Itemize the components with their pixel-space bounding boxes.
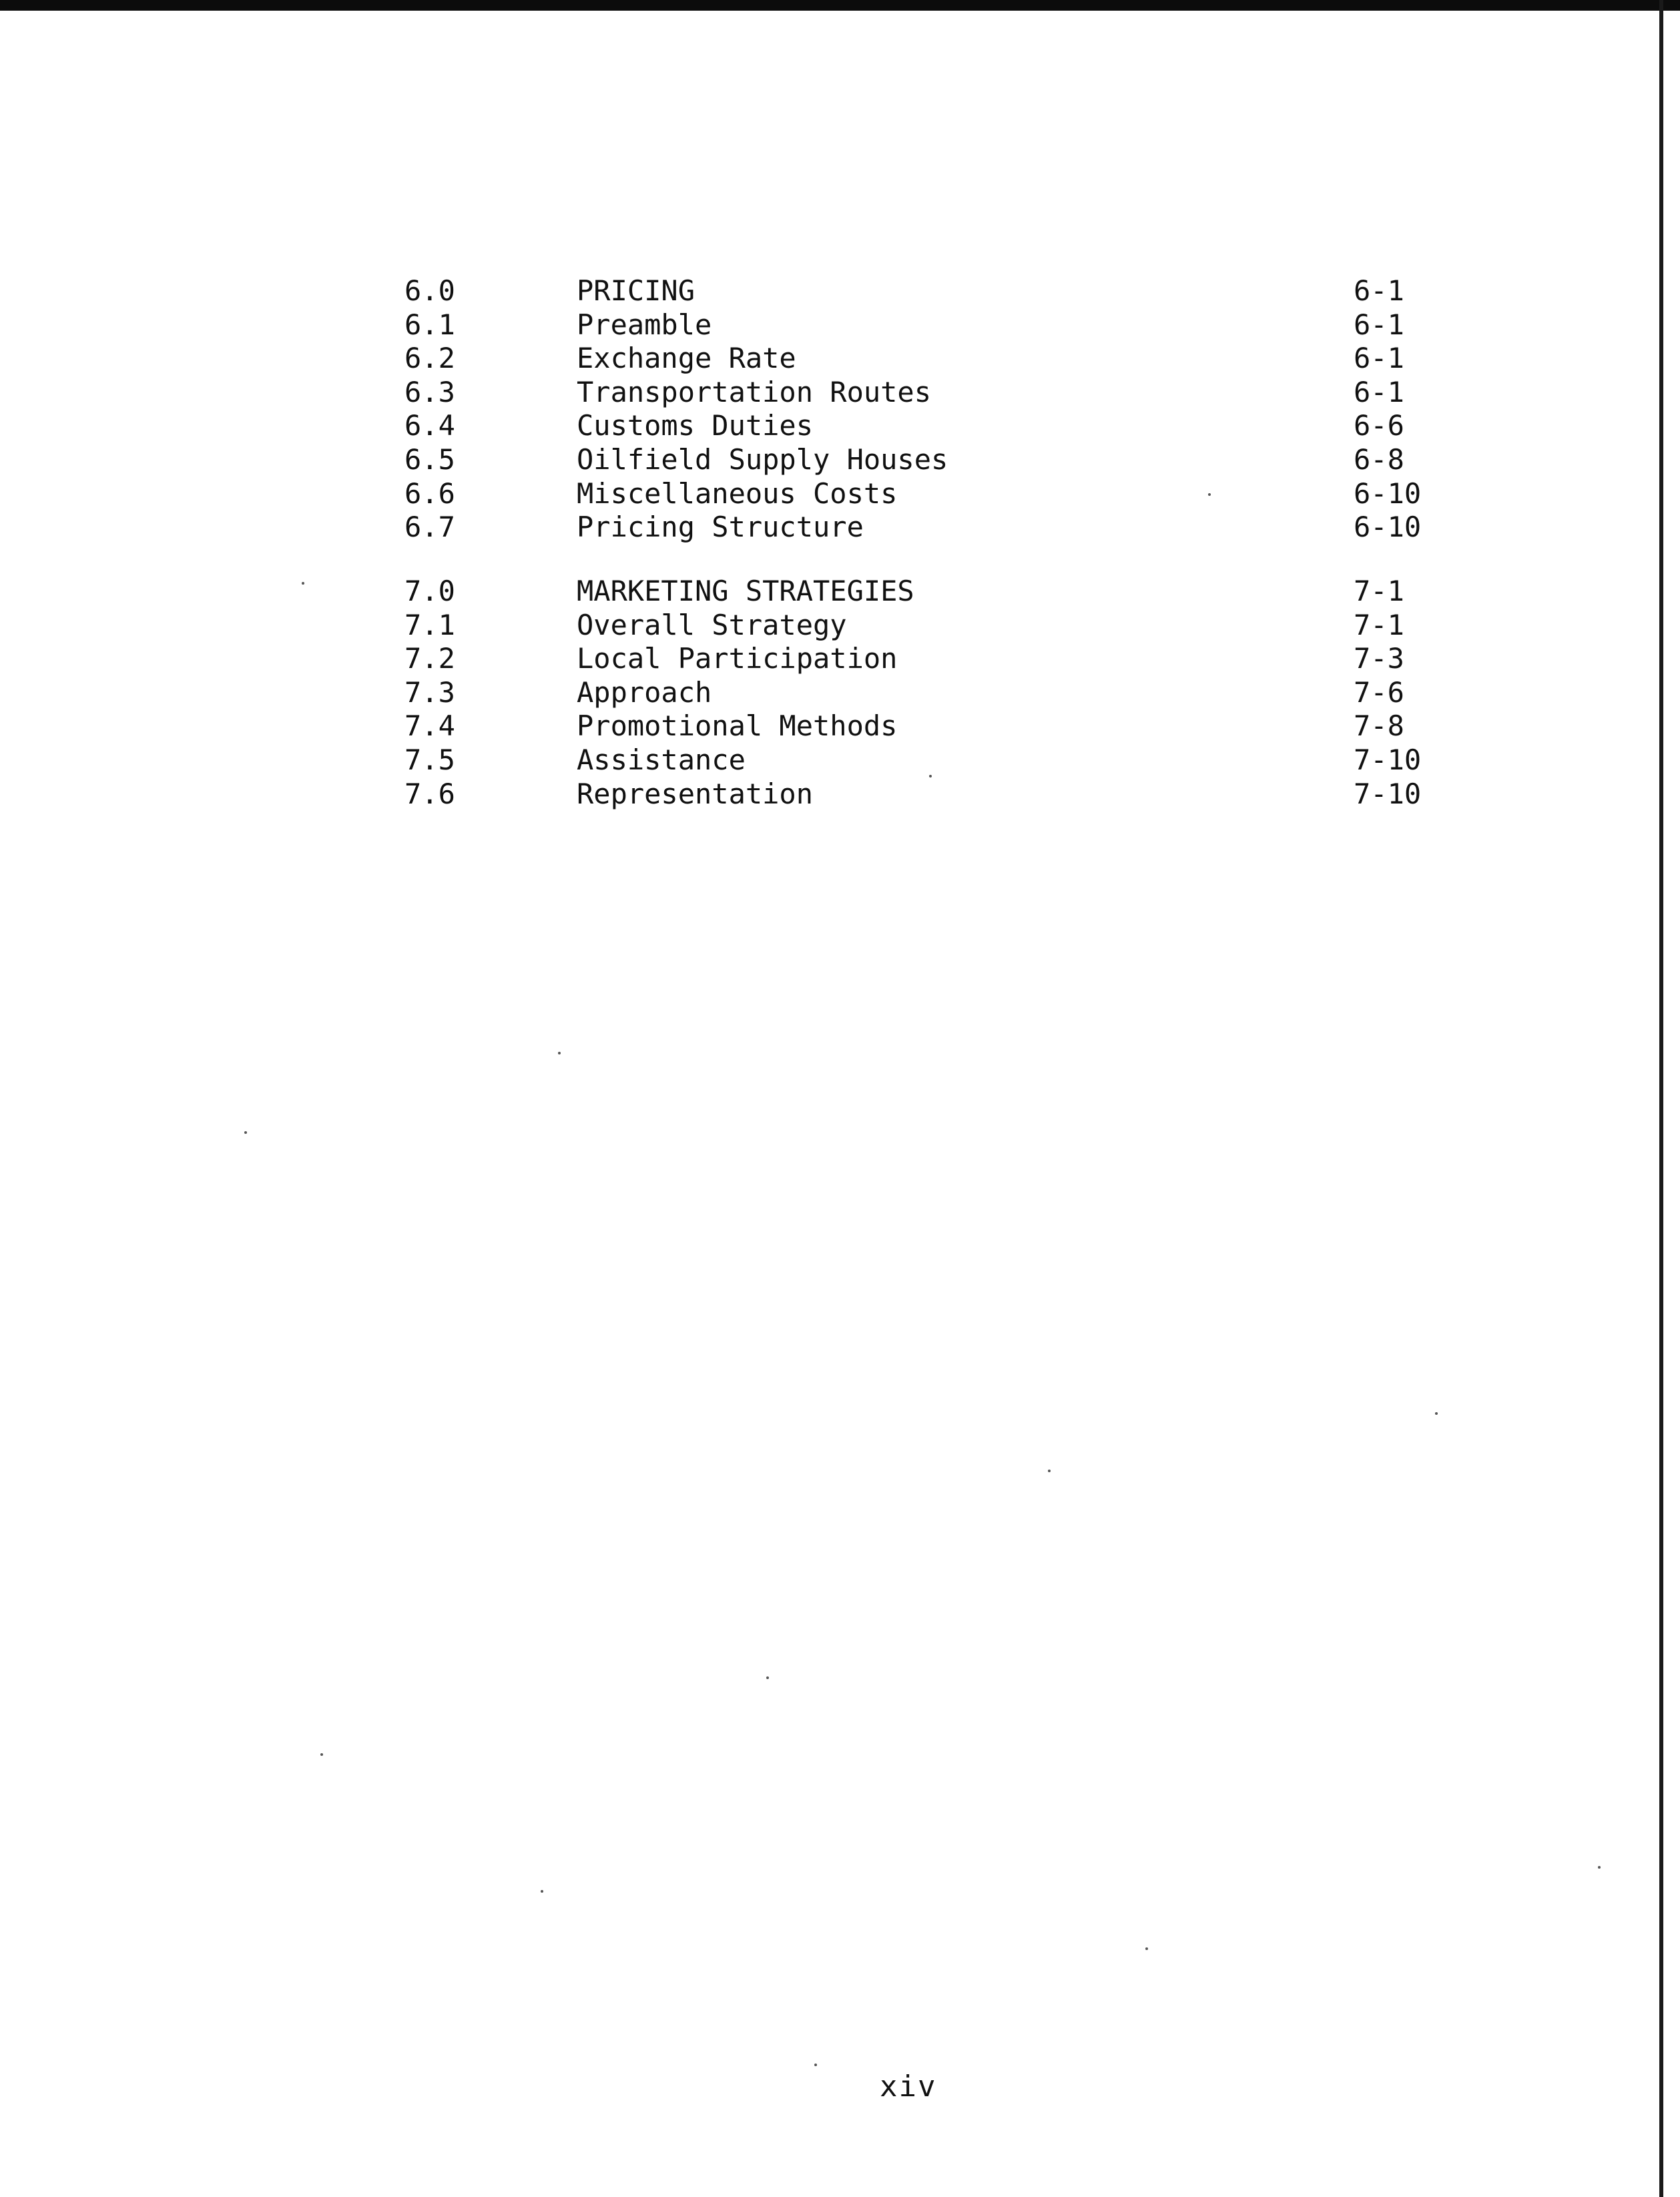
- toc-entry: [0, 743, 1680, 777]
- toc-entry-page: 7-8: [1354, 709, 1404, 743]
- toc-entry: [0, 609, 1680, 643]
- toc-entry-number: 7.6: [404, 777, 455, 810]
- toc-entry-page: 6-8: [1354, 442, 1404, 476]
- scan-speck: [1435, 1412, 1438, 1415]
- toc-entry-title: Overall Strategy: [577, 608, 847, 641]
- toc-entry: [0, 443, 1680, 477]
- scan-top-edge: [0, 0, 1680, 11]
- toc-entry-page: 6-6: [1354, 409, 1404, 442]
- toc-entry-title: Customs Duties: [577, 409, 814, 442]
- scan-speck: [558, 1052, 561, 1054]
- scan-speck: [541, 1890, 543, 1893]
- toc-entry-page: 6-1: [1354, 274, 1404, 307]
- toc-entry-page: 6-10: [1354, 511, 1422, 544]
- toc-entry: [0, 676, 1680, 710]
- toc-entry: [0, 409, 1680, 443]
- toc-entry-title: Approach: [577, 675, 712, 709]
- toc-entry: [0, 642, 1680, 676]
- toc-section-pricing: [0, 274, 1680, 545]
- toc-entry: [0, 342, 1680, 376]
- toc-entry-title: Miscellaneous Costs: [577, 477, 898, 510]
- scan-speck: [320, 1753, 323, 1756]
- toc-entry-title: Local Participation: [577, 642, 898, 675]
- scan-speck: [766, 1676, 769, 1679]
- toc-entry-number: 7.3: [404, 675, 455, 709]
- scan-speck: [814, 2064, 817, 2066]
- toc-entry-number: 6.1: [404, 308, 455, 341]
- page-number: xiv: [880, 2070, 937, 2104]
- toc-entry-title: Promotional Methods: [577, 709, 898, 743]
- scan-speck: [302, 582, 304, 585]
- toc-entry-number: 6.6: [404, 477, 455, 510]
- toc-entry-title: MARKETING STRATEGIES: [577, 575, 914, 607]
- scan-speck: [1598, 1866, 1601, 1869]
- toc-entry-number: 6.3: [404, 375, 455, 408]
- toc-entry-title: Preamble: [577, 308, 712, 341]
- toc-entry-number: 6.2: [404, 342, 455, 375]
- toc-entry-number: 6.0: [404, 274, 455, 307]
- toc-section-marketing-strategies: [0, 575, 1680, 811]
- toc-entry: [0, 274, 1680, 308]
- scan-speck: [1048, 1470, 1051, 1472]
- toc-entry: [0, 777, 1680, 812]
- toc-entry: [0, 709, 1680, 743]
- toc-entry-page: 7-1: [1354, 575, 1404, 607]
- toc-entry-page: 6-1: [1354, 342, 1404, 375]
- toc-entry-title: PRICING: [577, 274, 695, 307]
- toc-entry-number: 7.2: [404, 642, 455, 675]
- toc-entry: [0, 477, 1680, 511]
- toc-entry-page: 7-10: [1354, 777, 1422, 810]
- toc-entry-page: 6-1: [1354, 375, 1404, 408]
- toc-entry-page: 7-1: [1354, 608, 1404, 641]
- toc-entry-number: 7.1: [404, 608, 455, 641]
- scan-speck: [1145, 1947, 1148, 1950]
- toc-entry-number: 7.4: [404, 709, 455, 743]
- toc-entry-title: Oilfield Supply Houses: [577, 442, 948, 476]
- toc-entry-page: 6-1: [1354, 308, 1404, 341]
- toc-entry: [0, 575, 1680, 609]
- scan-speck: [244, 1131, 247, 1134]
- toc-entry-number: 6.7: [404, 511, 455, 544]
- scan-speck: [929, 775, 932, 777]
- toc-entry-title: Representation: [577, 777, 814, 810]
- toc-entry: [0, 376, 1680, 410]
- toc-entry: [0, 308, 1680, 342]
- toc-entry-title: Transportation Routes: [577, 375, 932, 408]
- toc-entry: [0, 511, 1680, 545]
- toc-entry-number: 7.5: [404, 743, 455, 776]
- toc-entry-page: 7-10: [1354, 743, 1422, 776]
- toc-entry-number: 7.0: [404, 575, 455, 607]
- toc-entry-page: 7-6: [1354, 675, 1404, 709]
- toc-entry-page: 7-3: [1354, 642, 1404, 675]
- toc-entry-page: 6-10: [1354, 477, 1422, 510]
- toc-entry-number: 6.5: [404, 442, 455, 476]
- toc-entry-title: Pricing Structure: [577, 511, 864, 544]
- toc-entry-number: 6.4: [404, 409, 455, 442]
- toc-entry-title: Exchange Rate: [577, 342, 796, 375]
- toc-entry-title: Assistance: [577, 743, 746, 776]
- scan-speck: [1208, 493, 1211, 496]
